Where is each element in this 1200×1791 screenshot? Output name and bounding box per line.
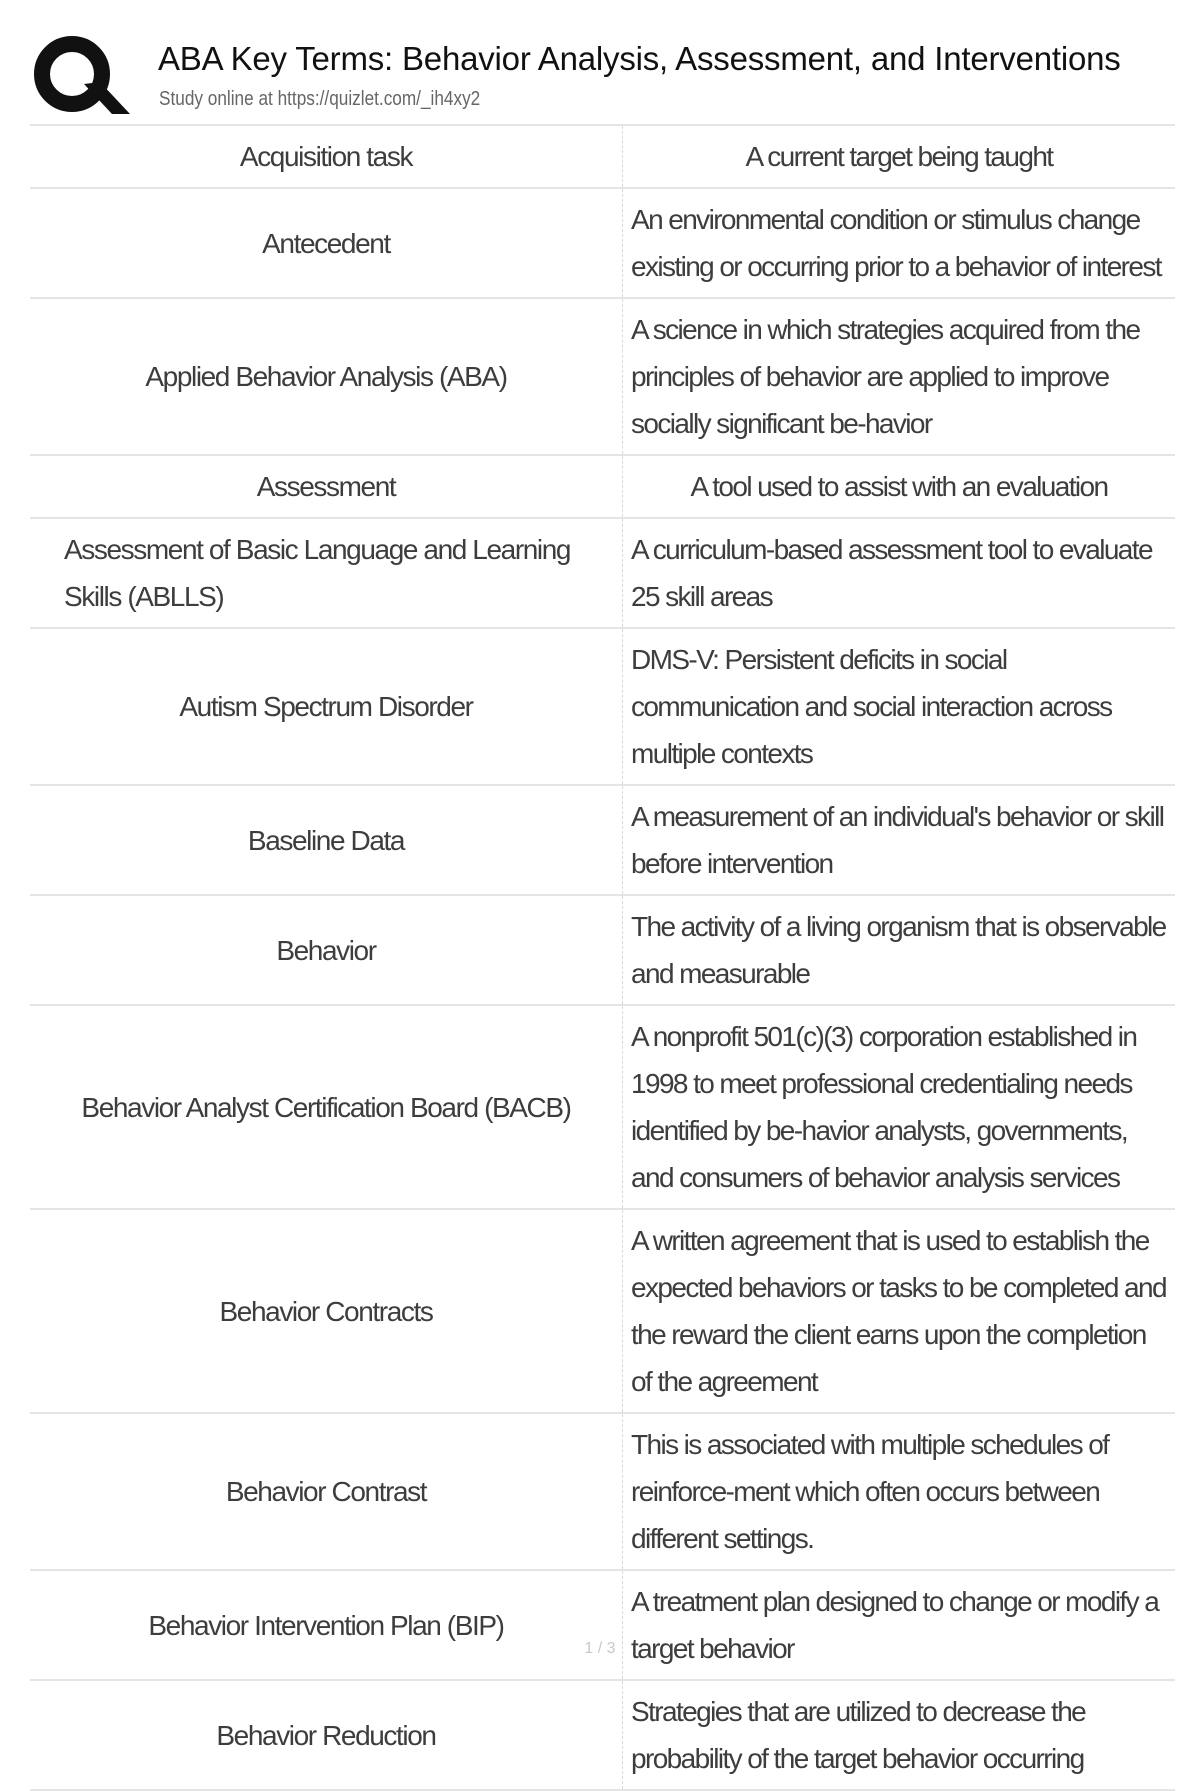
table-row [30, 188, 1175, 298]
definition-cell: A current target being taught [745, 141, 1053, 172]
table-row [30, 895, 1175, 1005]
table-row [30, 298, 1175, 455]
definition-cell: A nonprofit 501(c)(3) corporation established in 1998 to meet professional credentialing needs identified by be-havior analysts, governments, and consumers of behavior analysis services [631, 1021, 1137, 1193]
page-title: ABA Key Terms: Behavior Analysis, Assessment, and Interventions [158, 40, 1121, 77]
term-cell: Applied Behavior Analysis (ABA) [30, 298, 623, 455]
definition-cell: An environmental condition or stimulus change existing or occurring prior to a behavior of interest [631, 204, 1161, 282]
definition-cell: The activity of a living organism that is observable and measurable [631, 911, 1166, 989]
table-row [30, 1209, 1175, 1413]
term-cell: Antecedent [30, 188, 623, 298]
definition-cell: A tool used to assist with an evaluation [690, 471, 1108, 502]
definition-cell: A treatment plan designed to change or modify a target behavior [631, 1586, 1159, 1664]
table-row [30, 1005, 1175, 1209]
page-indicator: 1 / 3 [584, 1640, 616, 1657]
table-row [30, 1413, 1175, 1570]
term-cell: Assessment [30, 455, 623, 518]
definition-cell: DMS-V: Persistent deficits in social communication and social interaction across multiple contexts [631, 644, 1112, 769]
term-cell: Behavior Analyst Certification Board (BACB) [30, 1005, 623, 1209]
table-row [30, 518, 1175, 628]
page-header [30, 30, 1180, 122]
term-cell: Acquisition task [30, 125, 623, 188]
definition-cell: A measurement of an individual's behavior or skill before intervention [631, 801, 1164, 879]
term-cell: Assessment of Basic Language and Learning Skills (ABLLS) [30, 518, 623, 628]
term-cell: Autism Spectrum Disorder [30, 628, 623, 785]
definition-cell: A written agreement that is used to establish the expected behaviors or tasks to be completed and the reward the client earns upon the completion of the agreement [631, 1225, 1166, 1397]
definition-cell: This is associated with multiple schedules of reinforce-ment which often occurs between different settings. [631, 1429, 1109, 1554]
term-cell: Behavior Contrast [30, 1413, 623, 1570]
quizlet-logo-icon [32, 34, 140, 118]
term-cell: Behavior Contracts [30, 1209, 623, 1413]
table-row [30, 1570, 1175, 1680]
table-row [30, 785, 1175, 895]
table-row [30, 455, 1175, 518]
terms-table [30, 124, 1175, 1791]
definition-cell: A curriculum-based assessment tool to evaluate 25 skill areas [631, 534, 1152, 612]
table-row [30, 628, 1175, 785]
term-cell: Baseline Data [30, 785, 623, 895]
term-cell: Behavior Intervention Plan (BIP) [30, 1570, 623, 1680]
table-row [30, 1680, 1175, 1790]
definition-cell: Strategies that are utilized to decrease the probability of the target behavior occurring [631, 1696, 1086, 1774]
definition-cell: A science in which strategies acquired from the principles of behavior are applied to improve socially significant be-havior [631, 314, 1140, 439]
table-row [30, 125, 1175, 188]
term-cell: Behavior Reduction [30, 1680, 623, 1790]
term-cell: Behavior [30, 895, 623, 1005]
study-online-link[interactable]: Study online at https://quizlet.com/_ih4xy2 [159, 88, 481, 110]
